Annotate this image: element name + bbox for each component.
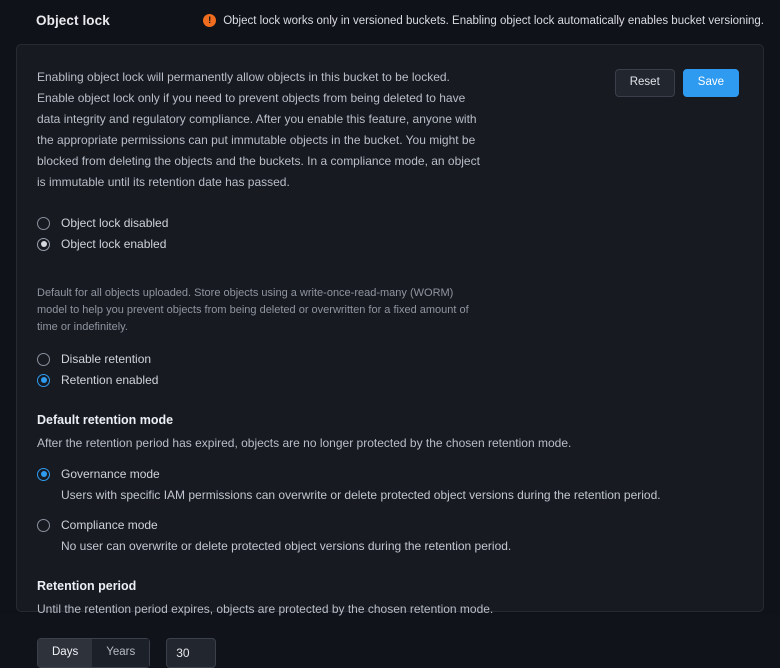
toggle-option-days[interactable]: Days (38, 639, 92, 667)
compliance-mode-block (37, 518, 739, 553)
retention-mode-title: Default retention mode (37, 413, 174, 427)
panel-content (17, 45, 763, 659)
retention-radio-group (37, 352, 739, 387)
radio-object-lock-disabled[interactable] (37, 216, 739, 230)
retention-period-title: Retention period (37, 579, 137, 593)
reset-button[interactable]: Reset (615, 69, 675, 97)
governance-mode-block (37, 467, 739, 502)
radio-disable-retention[interactable] (37, 352, 739, 366)
radio-retention-enabled[interactable] (37, 373, 739, 387)
radio-circle-icon[interactable] (37, 217, 50, 230)
toggle-option-years[interactable]: Years (92, 639, 149, 667)
radio-label[interactable]: Object lock disabled (61, 216, 169, 230)
radio-label[interactable]: Retention enabled (61, 373, 159, 387)
radio-label[interactable]: Governance mode (61, 467, 160, 481)
save-button[interactable]: Save (683, 69, 739, 97)
radio-circle-selected-icon[interactable] (37, 374, 50, 387)
description-row (37, 67, 739, 193)
object-lock-panel (16, 44, 764, 659)
warning-text: Object lock works only in versioned buckets. Enabling object lock automatically enables bucket versioning. (223, 14, 764, 27)
radio-compliance-mode[interactable] (37, 518, 739, 532)
page-title: Object lock (36, 13, 110, 28)
object-lock-radio-group (37, 216, 739, 251)
retention-period-subtitle: Until the retention period expires, objects are protected by the chosen retention mode. (37, 602, 494, 616)
radio-label[interactable]: Disable retention (61, 352, 152, 366)
retention-note: Default for all objects uploaded. Store objects using a write-once-read-many (WORM) model to help you prevent objects from being deleted or overwritten for a fixed amount of time or indefinitely. (37, 287, 469, 333)
compliance-mode-description: No user can overwrite or delete protected object versions during the retention period. (61, 539, 512, 553)
object-lock-description: Enabling object lock will permanently allow objects in this bucket to be locked. Enable object lock only if you need to prevent objects from being deleted to have data integrity and regulatory compliance. After you enable this feature, anyone with the appropriate permissions can put immutable objects in the bucket. You might be blocked from deleting the objects and the buckets. In a compliance mode, an object is immutable until its retention date has passed. (37, 70, 480, 189)
page-header (0, 0, 780, 41)
radio-circle-selected-icon[interactable] (37, 238, 50, 251)
retention-period-controls (37, 638, 739, 668)
retention-unit-toggle[interactable] (37, 638, 150, 668)
retention-mode-subtitle: After the retention period has expired, objects are no longer protected by the chosen retention mode. (37, 436, 572, 450)
radio-governance-mode[interactable] (37, 467, 739, 481)
radio-circle-selected-icon[interactable] (37, 468, 50, 481)
radio-object-lock-enabled[interactable] (37, 237, 739, 251)
radio-circle-icon[interactable] (37, 353, 50, 366)
governance-mode-description: Users with specific IAM permissions can overwrite or delete protected object versions during the retention period. (61, 488, 661, 502)
action-buttons (615, 67, 739, 97)
radio-label[interactable]: Compliance mode (61, 518, 158, 532)
radio-circle-icon[interactable] (37, 519, 50, 532)
versioning-warning (203, 14, 764, 27)
alert-circle-icon: ! (203, 14, 216, 27)
retention-period-input[interactable] (166, 638, 216, 668)
radio-label[interactable]: Object lock enabled (61, 237, 167, 251)
